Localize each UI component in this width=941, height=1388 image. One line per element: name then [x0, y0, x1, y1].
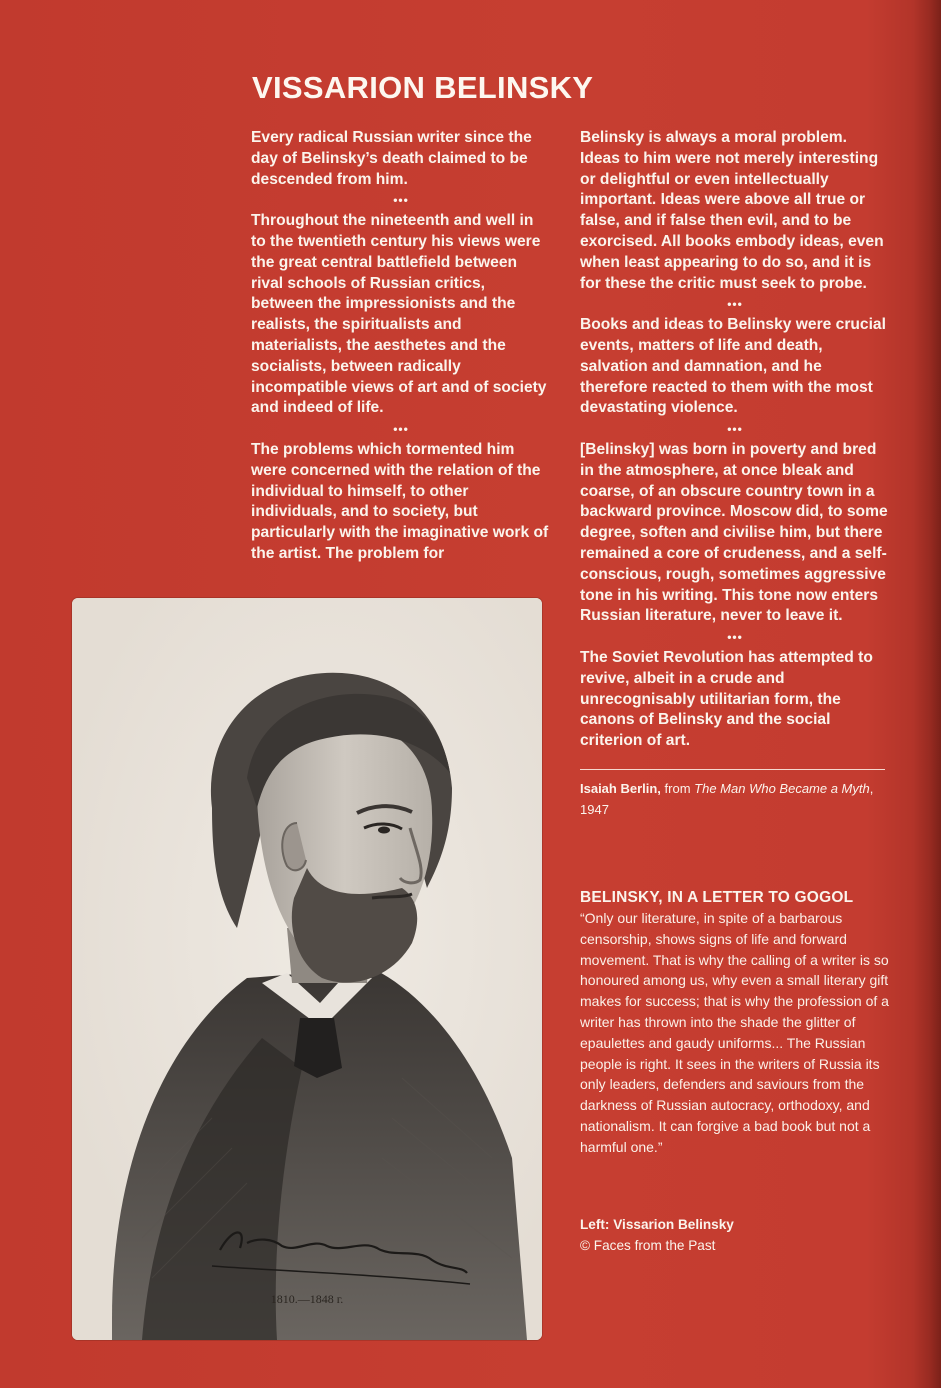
separator: ••• — [727, 630, 743, 645]
image-caption — [580, 1215, 880, 1256]
letter-heading: BELINSKY, IN A LETTER TO GOGOL — [580, 889, 854, 906]
separator: ••• — [727, 422, 743, 437]
portrait-years: 1810.—1848 г. — [270, 1292, 344, 1306]
caption-copyright: © Faces from the Past — [580, 1237, 716, 1253]
paragraph: Books and ideas to Belinsky were crucial events, matters of life and death, salvation and damnation, and he therefore reacted to them with the most devastating violence. — [580, 316, 886, 417]
caption-title: Left: Vissarion Belinsky — [580, 1217, 734, 1232]
separator: ••• — [393, 193, 409, 208]
paragraph: Every radical Russian writer since the day of Belinsky’s death claimed to be descended from him. — [251, 129, 532, 188]
paragraph: [Belinsky] was born in poverty and bred in the atmosphere, at once bleak and coarse, of an obscure country town in a backward province. Moscow did, to some degree, soften and civilise him, but there remained a core of crudeness, and a self-conscious, rough, sometimes aggressive tone in his writing. This tone now enters Russian literature, never to leave it. — [580, 440, 888, 625]
left-text-column — [251, 128, 551, 565]
paragraph: The Soviet Revolution has attempted to revive, albeit in a crude and unrecognisably utilitarian form, the canons of Belinsky and the social criterion of art. — [580, 648, 873, 750]
page-title: VISSARION BELINSKY — [252, 70, 594, 105]
right-text-column — [580, 128, 890, 820]
credit-year: , 1947 — [580, 780, 874, 817]
separator: ••• — [727, 297, 743, 312]
paragraph: Belinsky is always a moral problem. Ideas to him were not merely interesting or delightful or even intellectually important. Ideas were above all true or false, and if false then evil, and to be exorcised. All books embody ideas, even when least appearing to do so, and it is for these the critic must seek to probe. — [580, 129, 884, 292]
letter-block — [580, 888, 892, 1158]
portrait-card — [72, 598, 542, 1340]
credit-work: The Man Who Became a Myth — [694, 780, 870, 796]
quote-credit — [580, 778, 890, 820]
credit-from: from — [660, 780, 695, 796]
page-fold-shadow — [913, 0, 941, 1388]
paragraph: The problems which tormented him were concerned with the relation of the individual to himself, to other individuals, and to society, but particularly with the imaginative work of the artist. The problem for — [251, 440, 549, 562]
credit-author: Isaiah Berlin, — [580, 780, 661, 796]
portrait-engraving — [72, 598, 542, 1340]
separator: ••• — [393, 422, 409, 437]
paragraph: Throughout the nineteenth and well in to the twentieth century his views were the great central battlefield between rival schools of Russian critics, between the impressionists and the realists, the spiritualists and materialists, the aesthetes and the socialists, between radically incompatible views of art and of society and indeed of life. — [251, 212, 547, 417]
letter-quote: “Only our literature, in spite of a barbarous censorship, shows signs of life and forward movement. That is why the calling of a writer is so honoured among us, why even a small literary gift makes for success; that is why the profession of a writer has thrown into the shade the glitter of epaulettes and gaudy uniforms... The Russian people is right. It sees in the writers of Russia its only leaders, defenders and saviours from the darkness of Russian autocracy, orthodoxy, and nationalism. It can forgive a bad book but not a harmful one.” — [580, 910, 889, 1155]
credit-divider — [580, 769, 885, 770]
